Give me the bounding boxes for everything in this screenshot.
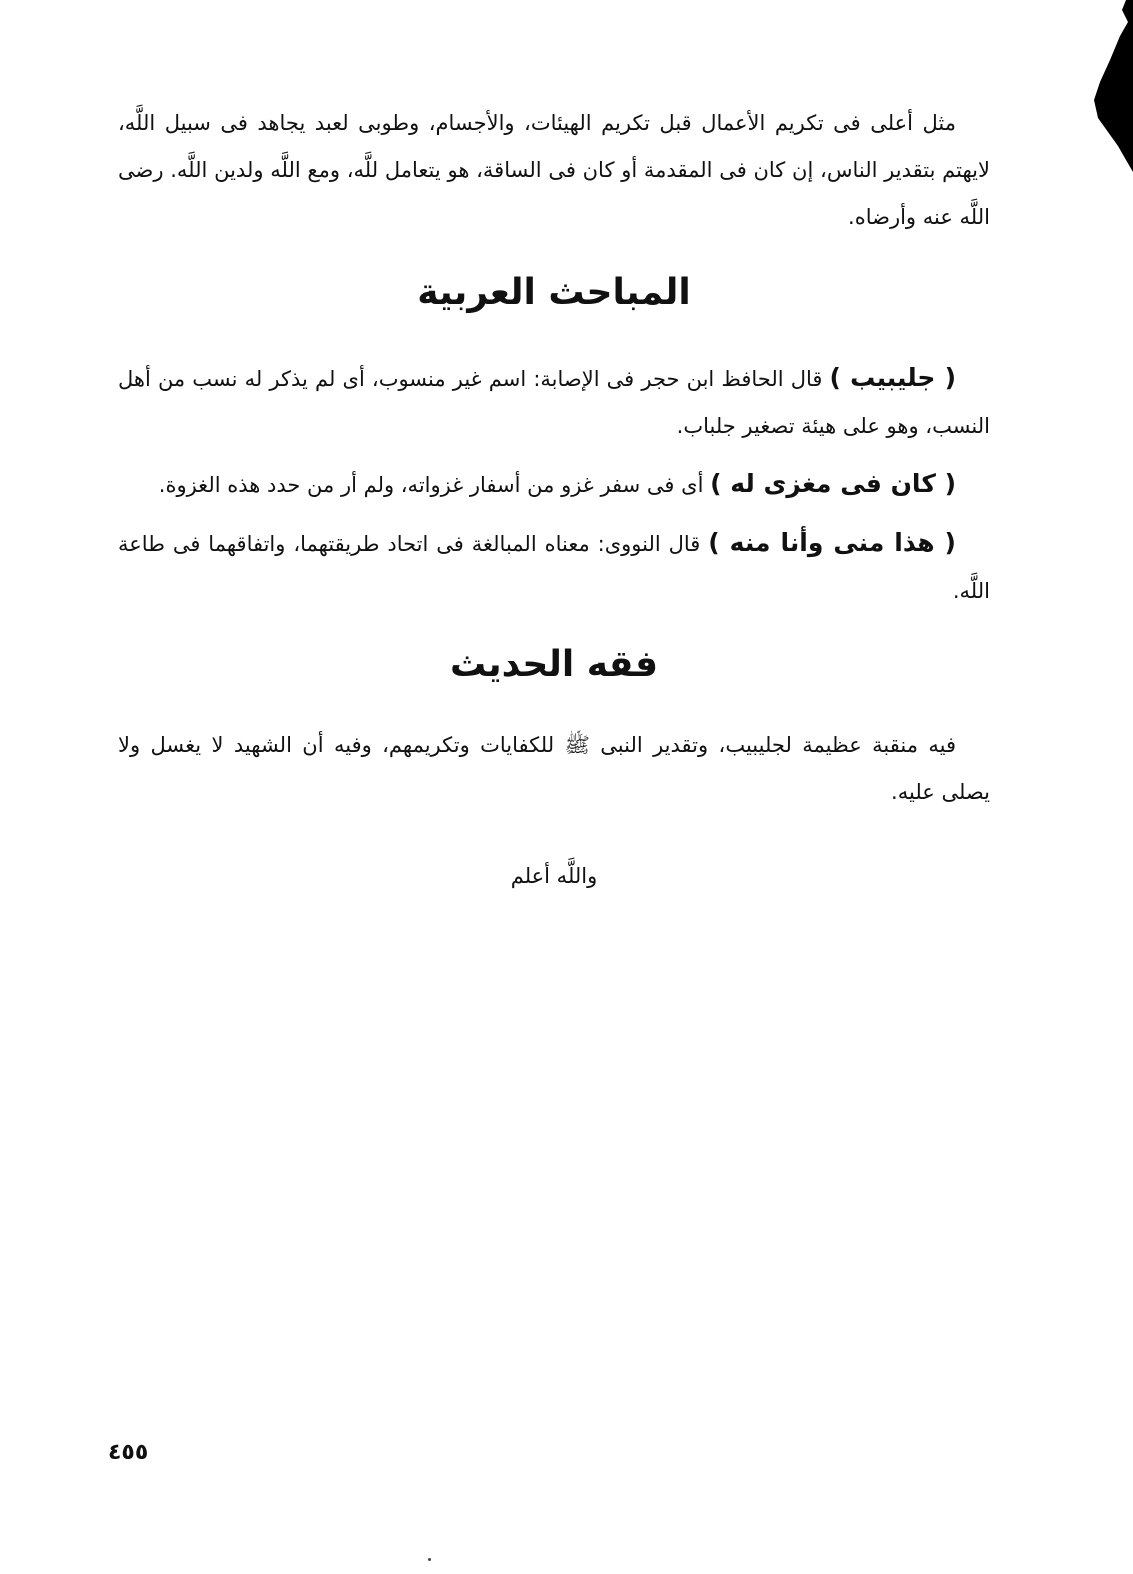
scan-speck	[428, 1558, 431, 1561]
page-number: ٤٥٥	[108, 1440, 149, 1465]
entry-term: ( كان فى مغزى له )	[710, 469, 956, 498]
entry-text: أى فى سفر غزو من أسفار غزواته، ولم أر من حدد هذه الغزوة.	[158, 473, 711, 497]
section-heading-arabic-studies: المباحث العربية	[417, 272, 691, 313]
entry-maghza	[118, 460, 990, 509]
fiqh-hadith-paragraph: فيه منقبة عظيمة لجليبيب، وتقدير النبى ﷺ للكفايات وتكريمهم، وفيه أن الشهيد لا يغسل ولا يصلى عليه.	[118, 733, 990, 804]
entry-term: ( جليبيب )	[829, 363, 957, 392]
entry-text: قال النووى: معناه المبالغة فى اتحاد طريقتهما، واتفاقهما فى طاعة اللَّه.	[118, 532, 990, 603]
section-heading-fiqh-hadith: فقه الحديث	[449, 644, 659, 685]
intro-paragraph-block	[118, 100, 990, 241]
entry-julaybib	[118, 354, 990, 450]
closing-phrase: واللَّه أعلم	[510, 864, 598, 888]
intro-paragraph: مثل أعلى فى تكريم الأعمال قبل تكريم الهيئات، والأجسام، وطوبى لعبد يجاهد فى سبيل اللَّه، لايهتم بتقدير الناس، إن كان فى المقدمة أو كان فى الساقة، هو يتعامل للَّه، ومع اللَّه ولدين اللَّه. رضى اللَّه عنه وأرضاه.	[118, 111, 990, 229]
entry-text: قال الحافظ ابن حجر فى الإصابة: اسم غير منسوب، أى لم يذكر له نسب من أهل النسب، وهو على هيئة تصغير جلباب.	[118, 367, 990, 438]
fiqh-hadith-block	[118, 722, 990, 816]
torn-corner-shape	[1038, 0, 1133, 180]
arabic-studies-entries	[118, 354, 990, 615]
entry-term: ( هذا منى وأنا منه )	[708, 528, 956, 557]
entry-hatha-minni	[118, 519, 990, 615]
